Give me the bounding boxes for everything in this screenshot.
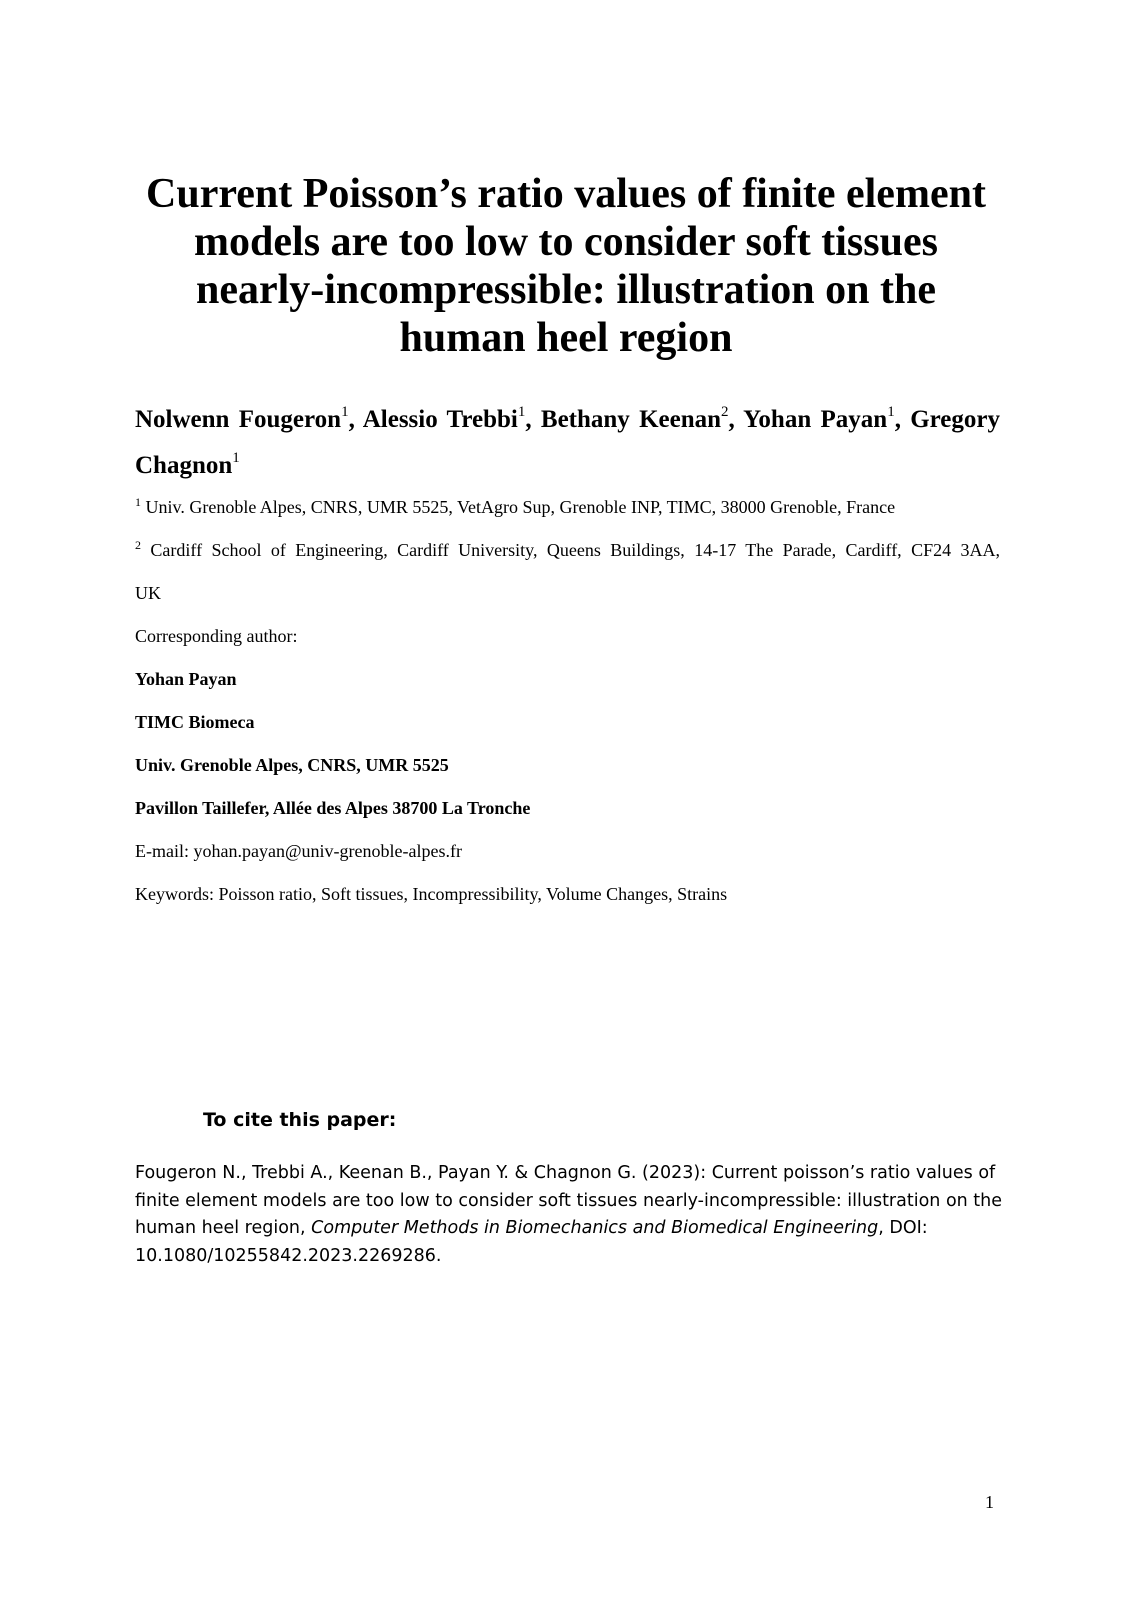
corresponding-author-team: TIMC Biomeca (135, 712, 255, 732)
affiliation-text: Univ. Grenoble Alpes, CNRS, UMR 5525, VetAgro Sup, Grenoble INP, TIMC, 38000 Grenoble, France (145, 497, 896, 517)
title-line: Current Poisson’s ratio values of finite element (146, 171, 986, 217)
author-name: Yohan Payan (743, 406, 888, 433)
paper-title (120, 170, 1012, 362)
page-number: 1 (985, 1492, 994, 1512)
citation-line-start: human heel region, (135, 1218, 312, 1238)
affiliation-mark: 2 (135, 538, 141, 552)
affiliation-1 (135, 496, 1000, 518)
affiliation-2 (135, 539, 1000, 561)
author-name: Gregory Chagnon (135, 406, 1001, 479)
author-name: Bethany Keenan (540, 406, 722, 433)
author-name: Alessio Trebbi (362, 406, 518, 433)
corresponding-author-email: E-mail: yohan.payan@univ-grenoble-alpes.fr (135, 841, 462, 861)
journal-name: Computer Methods in Biomechanics and Biomedical Engineering (311, 1218, 879, 1238)
affiliation-mark: 1 (341, 404, 349, 420)
citation-line (135, 1215, 995, 1243)
citation-doi-label: , DOI: (878, 1218, 928, 1238)
affiliation-mark: 1 (517, 404, 526, 420)
citation-text (135, 1160, 1003, 1270)
author-name: Nolwenn Fougeron (135, 406, 342, 433)
citation-doi: 10.1080/10255842.2023.2269286. (135, 1245, 442, 1266)
citation-line: Fougeron N., Trebbi A., Keenan B., Payan Y. & Chagnon G. (2023): Current poisson’s ratio values of (135, 1163, 996, 1183)
corresponding-author-name: Yohan Payan (135, 669, 237, 689)
corresponding-author-address: Pavillon Taillefer, Allée des Alpes 38700 La Tronche (135, 798, 531, 818)
title-line: models are too low to consider soft tissues (194, 219, 938, 265)
keywords: Keywords: Poisson ratio, Soft tissues, Incompressibility, Volume Changes, Strains (135, 884, 728, 904)
corresponding-author-label: Corresponding author: (135, 626, 298, 646)
author-list: Nolwenn Fougeron$^1$, Alessio Trebbi$^1$, Bethany Keenan$^2$, Yohan Payan$^1$, Gregory Chagnon$^1$ (135, 404, 1001, 479)
citation-line: finite element models are too low to consider soft tissues nearly-incompressible: illustration on the (135, 1190, 1003, 1211)
title-line: human heel region (399, 315, 733, 361)
affiliation-2-continuation: UK (135, 583, 161, 603)
affiliation-mark: 1 (887, 404, 895, 420)
citation-heading: To cite this paper: (203, 1109, 397, 1131)
corresponding-author-institution: Univ. Grenoble Alpes, CNRS, UMR 5525 (135, 755, 449, 775)
affiliation-text: Cardiff School of Engineering, Cardiff University, Queens Buildings, 14-17 The Parade, Cardiff, CF24 3AA, (150, 540, 1000, 560)
affiliation-mark: 1 (135, 495, 141, 509)
affiliation-mark: 2 (721, 404, 729, 420)
title-line: nearly-incompressible: illustration on the (195, 267, 937, 313)
affiliation-mark: 1 (232, 450, 240, 466)
